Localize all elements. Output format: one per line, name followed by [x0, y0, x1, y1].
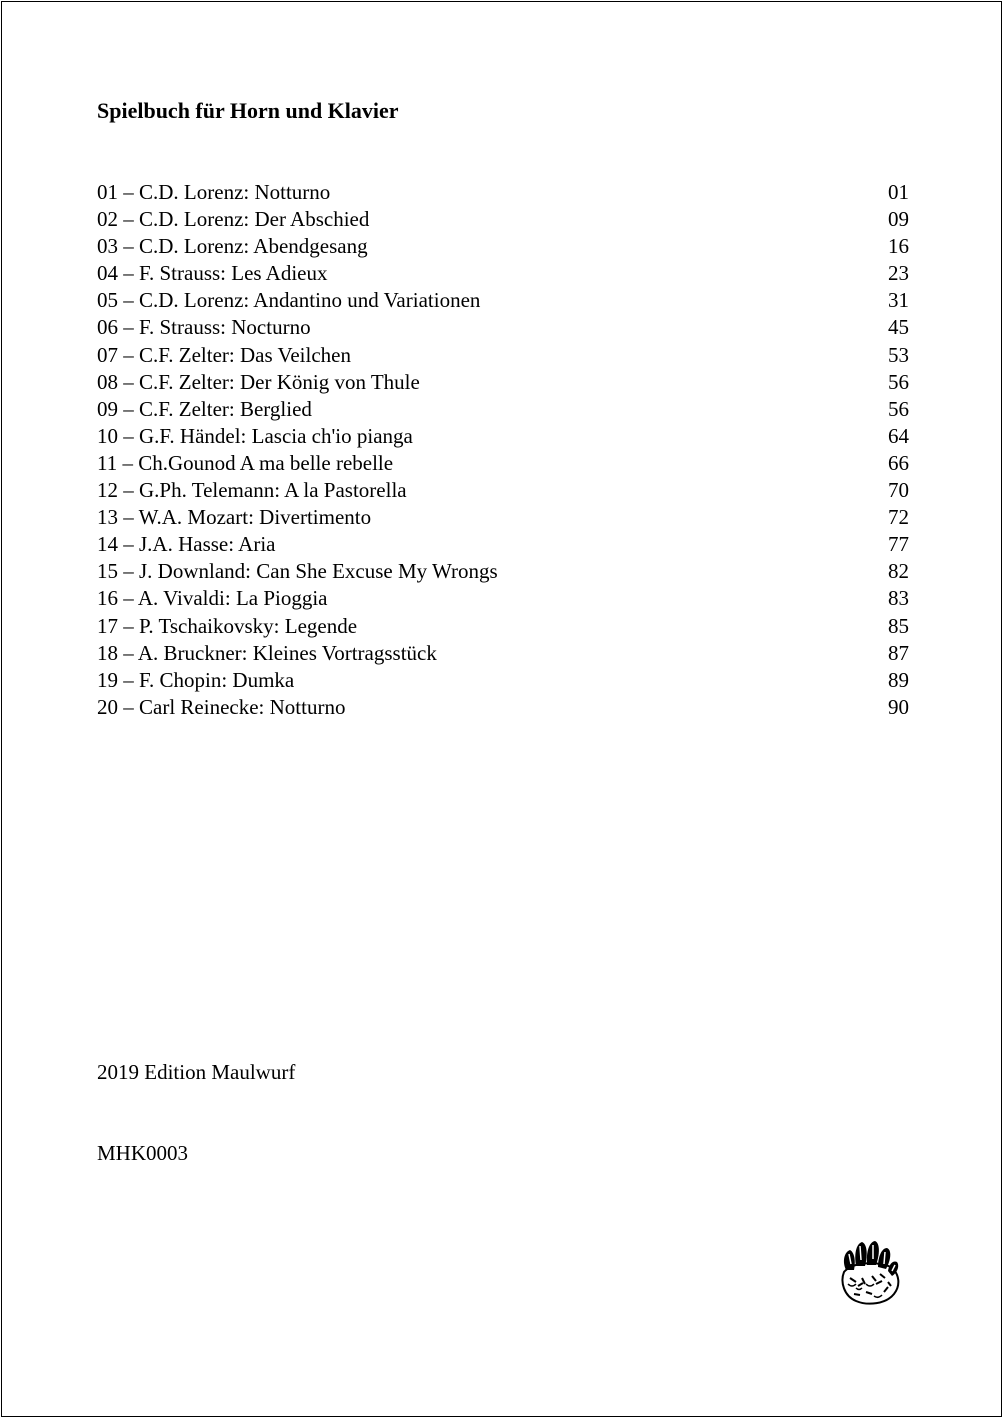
- toc-entry-title: 02 – C.D. Lorenz: Der Abschied: [97, 207, 370, 232]
- toc-entry-page: 45: [888, 315, 909, 340]
- toc-entry-page: 56: [888, 396, 909, 421]
- toc-entry-title: 07 – C.F. Zelter: Das Veilchen: [97, 342, 351, 367]
- toc-entry-title: 11 – Ch.Gounod A ma belle rebelle: [97, 450, 394, 475]
- toc-entry-title: 18 – A. Bruckner: Kleines Vortragsstück: [97, 640, 437, 665]
- toc-entry: [97, 369, 909, 396]
- toc-entry: [97, 504, 909, 531]
- catalog-code: MHK0003: [97, 1141, 189, 1165]
- toc-entry: [97, 233, 909, 260]
- toc-entry-title: 08 – C.F. Zelter: Der König von Thule: [97, 369, 420, 394]
- toc-entry-title: 09 – C.F. Zelter: Berglied: [97, 396, 312, 421]
- toc-entry-title: 12 – G.Ph. Telemann: A la Pastorella: [97, 478, 407, 503]
- toc-entry: [97, 179, 909, 206]
- page-title: Spielbuch für Horn und Klavier: [97, 98, 399, 123]
- toc-entry-title: 06 – F. Strauss: Nocturno: [97, 315, 311, 340]
- toc-entry-title: 17 – P. Tschaikovsky: Legende: [97, 613, 358, 638]
- toc-entry-page: 01: [888, 180, 909, 204]
- toc-entry-page: 89: [888, 667, 909, 692]
- toc-entry: [97, 287, 909, 314]
- toc-entry: [97, 585, 909, 612]
- toc-entry: [97, 558, 909, 585]
- toc-entry: [97, 342, 909, 369]
- toc-entry: [97, 667, 909, 694]
- toc-entry: [97, 260, 909, 287]
- toc-entry: [97, 640, 909, 667]
- toc-entry-page: 82: [888, 559, 909, 584]
- toc-entry-title: 13 – W.A. Mozart: Divertimento: [97, 505, 372, 530]
- toc-entry-page: 66: [888, 450, 909, 475]
- toc-entry: [97, 694, 909, 721]
- toc-entry-title: 03 – C.D. Lorenz: Abendgesang: [97, 234, 368, 259]
- toc-entry: [97, 396, 909, 423]
- toc-entry-title: 15 – J. Downland: Can She Excuse My Wrongs: [97, 559, 498, 584]
- toc-entry-title: 19 – F. Chopin: Dumka: [97, 667, 295, 692]
- toc-entry-page: 56: [888, 369, 909, 394]
- toc-entry-title: 20 – Carl Reinecke: Notturno: [97, 694, 346, 719]
- toc-entry-page: 83: [888, 586, 909, 611]
- toc-entry-page: 72: [888, 505, 909, 530]
- toc-entry-page: 31: [888, 288, 909, 313]
- toc-entry-title: 14 – J.A. Hasse: Aria: [97, 532, 276, 557]
- toc-entry-page: 77: [888, 532, 909, 557]
- toc-entry: [97, 423, 909, 450]
- toc-entry: [97, 531, 909, 558]
- toc-entry-page: 16: [888, 234, 909, 259]
- toc-entry-page: 64: [888, 423, 909, 448]
- toc-entry-page: 09: [888, 207, 909, 232]
- toc-entry-page: 53: [888, 342, 909, 367]
- toc-entry-page: 70: [888, 478, 909, 503]
- toc-entry-title: 16 – A. Vivaldi: La Pioggia: [97, 586, 328, 611]
- mole-paw-icon: [836, 1238, 902, 1306]
- edition-note: 2019 Edition Maulwurf: [97, 1060, 296, 1084]
- toc-entry: [97, 450, 909, 477]
- toc-entry-page: 90: [888, 694, 909, 719]
- toc-entry: [97, 314, 909, 341]
- toc-entry-page: 85: [888, 613, 909, 638]
- toc-entry: [97, 206, 909, 233]
- table-of-contents: [97, 179, 909, 721]
- toc-entry-title: 04 – F. Strauss: Les Adieux: [97, 261, 328, 286]
- toc-entry-title: 05 – C.D. Lorenz: Andantino und Variationen: [97, 288, 481, 313]
- toc-entry-page: 23: [888, 261, 909, 286]
- toc-entry-page: 87: [888, 640, 909, 665]
- toc-entry-title: 10 – G.F. Händel: Lascia ch'io pianga: [97, 423, 413, 448]
- toc-entry: [97, 477, 909, 504]
- toc-entry-title: 01 – C.D. Lorenz: Notturno: [97, 180, 331, 204]
- toc-entry: [97, 613, 909, 640]
